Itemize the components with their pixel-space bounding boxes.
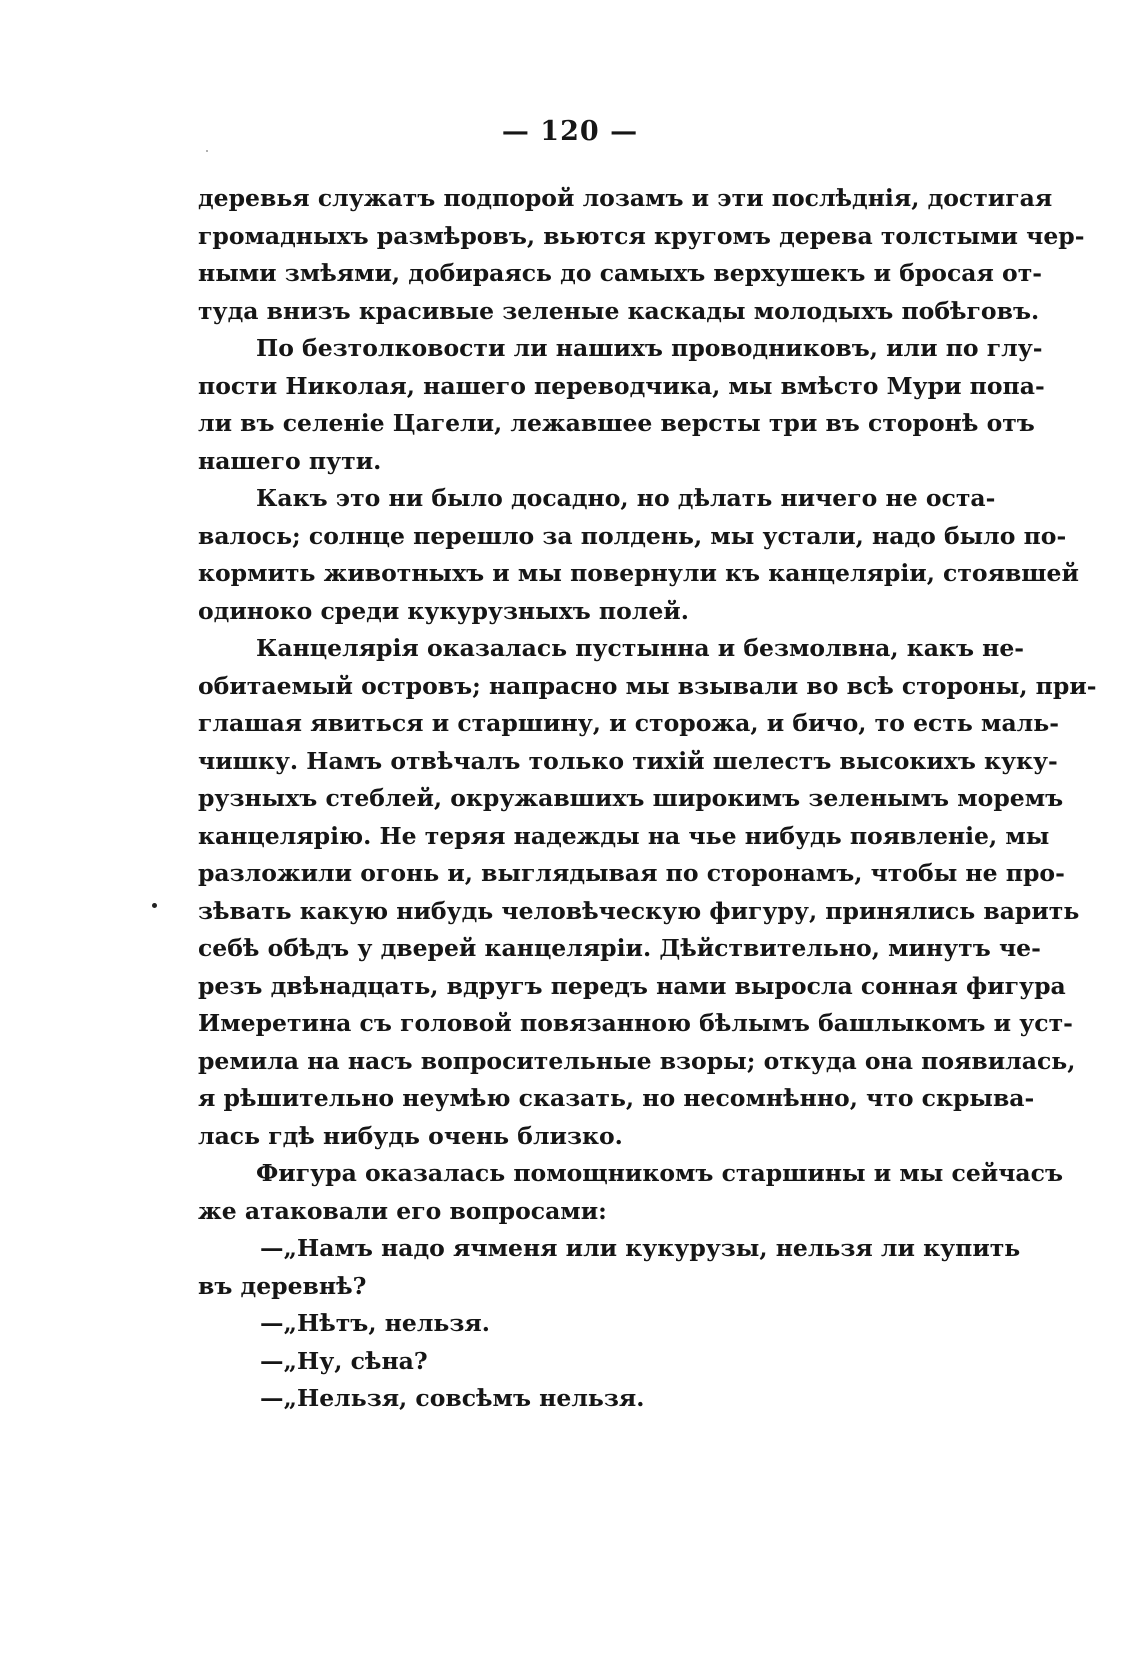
- text-line: Какъ это ни было досадно, но дѣлать ничего не оста-: [256, 484, 996, 512]
- dialogue-line: [198, 1230, 1021, 1305]
- text-line: валось; солнце перешло за полдень, мы устали, надо было по-: [198, 521, 1067, 550]
- paragraph: [198, 630, 1097, 1155]
- text-line: —„Ну, сѣна?: [260, 1346, 428, 1375]
- text-line: Имеретина съ головой повязанною бѣлымъ башлыкомъ и уст-: [198, 1009, 1073, 1037]
- text-line: зѣвать какую нибудь человѣческую фигуру, принялись варить: [198, 896, 1080, 925]
- text-line: лась гдѣ нибудь очень близко.: [198, 1121, 623, 1150]
- text-line: туда внизъ красивые зеленые каскады молодыхъ побѣговъ.: [198, 296, 1040, 325]
- text-line: —„Нѣтъ, нельзя.: [260, 1309, 490, 1337]
- text-line: въ деревнѣ?: [198, 1271, 367, 1300]
- dialogue-line: [198, 1305, 950, 1343]
- text-line: пости Николая, нашего переводчика, мы вмѣсто Мури попа-: [198, 371, 1045, 400]
- text-line: —„Намъ надо ячменя или кукурузы, нельзя ли купить: [260, 1234, 1021, 1262]
- paragraph: [198, 1155, 1063, 1230]
- scan-speck: [152, 903, 157, 908]
- text-line: ремила на насъ вопросительные взоры; откуда она появилась,: [198, 1046, 1076, 1075]
- dialogue-line: [198, 1380, 950, 1418]
- text-line: рузныхъ стеблей, окружавшихъ широкимъ зеленымъ моремъ: [198, 784, 1064, 812]
- dialogue-line: [198, 1343, 950, 1381]
- text-line: громадныхъ размѣровъ, вьются кругомъ дерева толстыми чер-: [198, 221, 1085, 250]
- text-line: Канцелярія оказалась пустынна и безмолвна, какъ не-: [256, 634, 1025, 662]
- text-line: нашего пути.: [198, 446, 382, 475]
- text-line: чишку. Намъ отвѣчалъ только тихій шелестъ высокихъ куку-: [198, 746, 1058, 775]
- text-line: разложили огонь и, выглядывая по сторонамъ, чтобы не про-: [198, 859, 1065, 887]
- page-number: — 120 —: [501, 116, 639, 147]
- text-line: По безтолковости ли нашихъ проводниковъ, или по глу-: [256, 334, 1043, 362]
- paragraph: [198, 330, 1045, 480]
- text-line: —„Нельзя, совсѣмъ нельзя.: [260, 1384, 645, 1412]
- text-line: резъ двѣнадцать, вдругъ передъ нами выросла сонная фигура: [198, 971, 1066, 1000]
- text-line: я рѣшительно неумѣю сказать, но несомнѣнно, что скрыва-: [198, 1084, 1035, 1112]
- text-line: канцелярію. Не теряя надежды на чье нибудь появленіе, мы: [198, 821, 1050, 850]
- text-line: деревья служатъ подпорой лозамъ и эти послѣднія, достигая: [198, 184, 1053, 212]
- text-line: же атаковали его вопросами:: [198, 1196, 607, 1225]
- text-line: глашая явиться и старшину, и сторожа, и бичо, то есть маль-: [198, 709, 1059, 737]
- text-line: Фигура оказалась помощникомъ старшины и мы сейчасъ: [256, 1159, 1063, 1187]
- scan-speck: [206, 150, 208, 152]
- text-line: обитаемый островъ; напрасно мы взывали во всѣ стороны, при-: [198, 671, 1097, 700]
- paragraph: [198, 480, 1079, 630]
- paragraph: [198, 180, 1085, 330]
- text-line: кормить животныхъ и мы повернули къ канцеляріи, стоявшей: [198, 559, 1079, 587]
- body-text: [198, 180, 1097, 1418]
- text-line: ли въ селеніе Цагели, лежавшее версты три въ сторонѣ отъ: [198, 409, 1035, 437]
- text-line: ными змѣями, добираясь до самыхъ верхушекъ и бросая от-: [198, 259, 1043, 287]
- text-line: себѣ обѣдъ у дверей канцеляріи. Дѣйствительно, минутъ че-: [198, 934, 1041, 962]
- text-line: одиноко среди кукурузныхъ полей.: [198, 596, 689, 625]
